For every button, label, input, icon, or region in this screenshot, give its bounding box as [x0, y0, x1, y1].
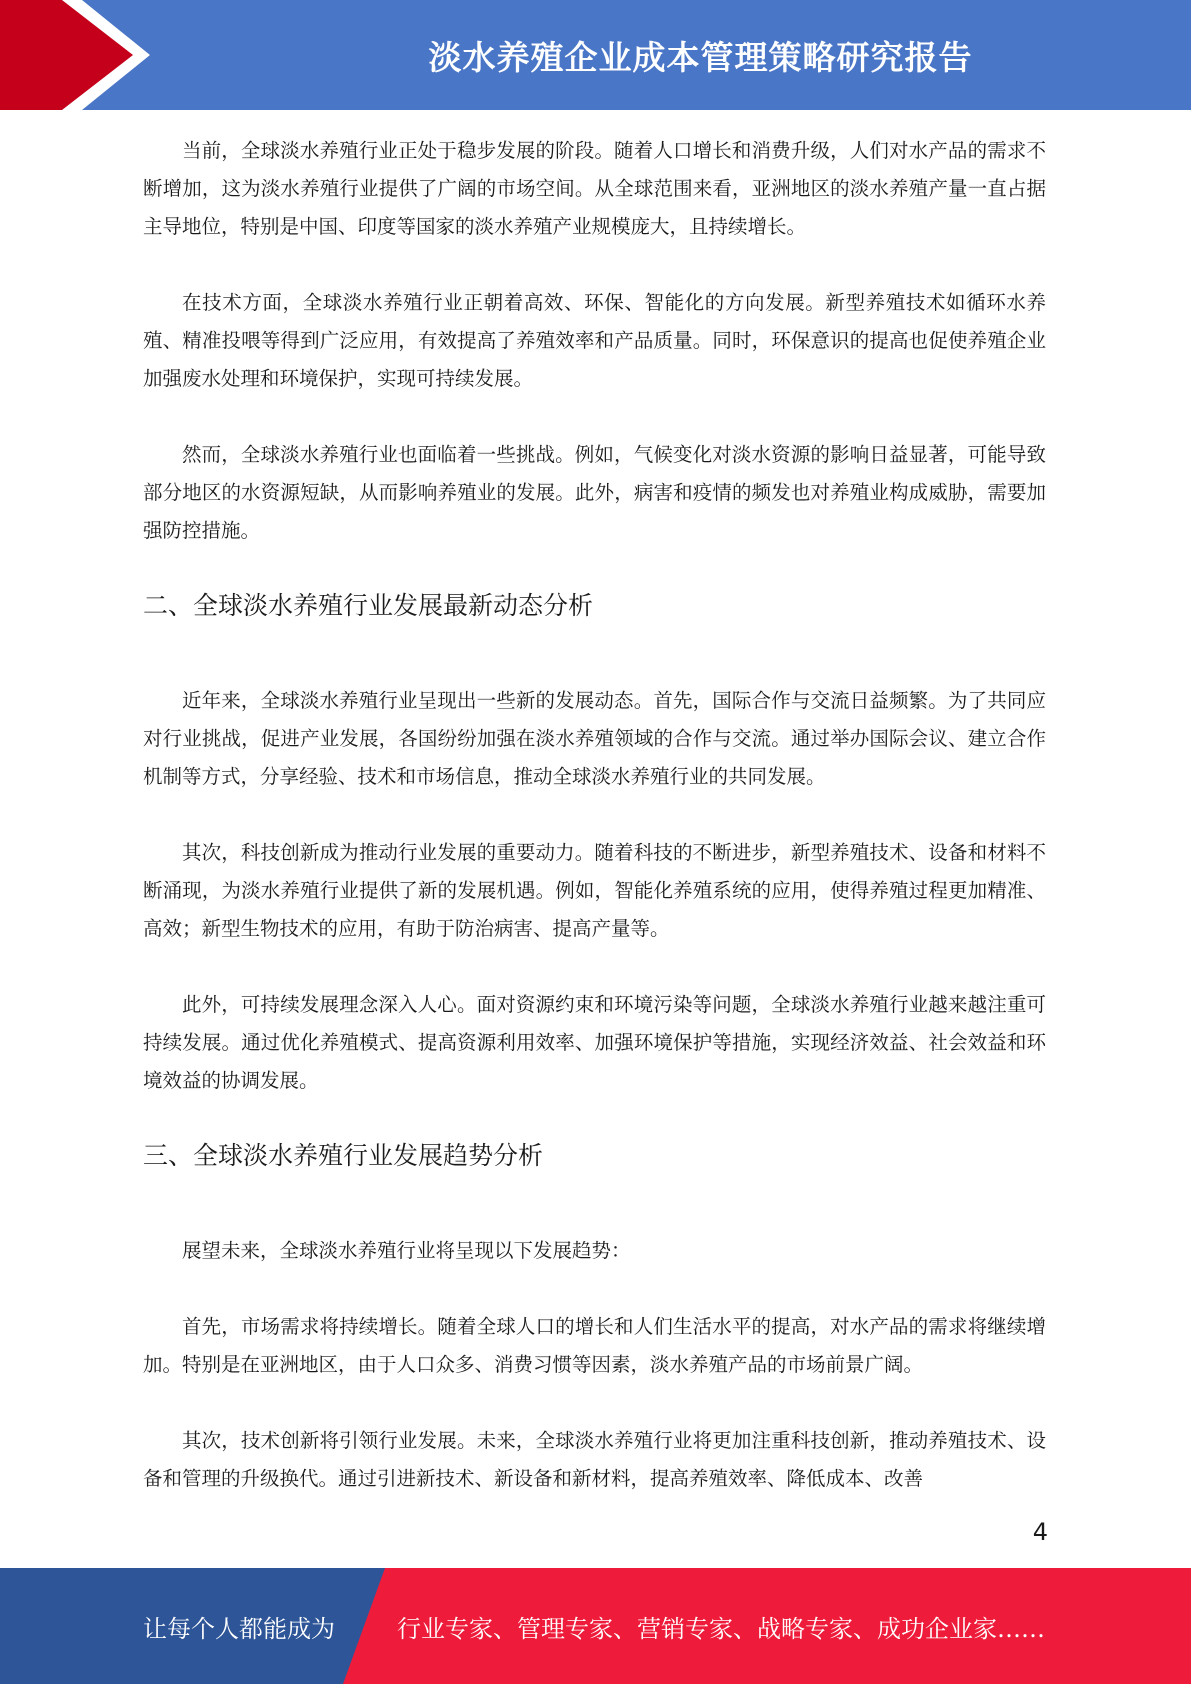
- body-paragraph: 其次，技术创新将引领行业发展。未来，全球淡水养殖行业将更加注重科技创新，推动养殖技术、设备和管理的升级换代。通过引进新技术、新设备和新材料，提高养殖效率、降低成本、改善: [143, 1429, 1046, 1490]
- body-paragraph: 然而，全球淡水养殖行业也面临着一些挑战。例如，气候变化对淡水资源的影响日益显著，可能导致部分地区的水资源短缺，从而影响养殖业的发展。此外，病害和疫情的频发也对养殖业构成威胁，需要加强防控措施。: [143, 443, 1046, 542]
- body-paragraph: 展望未来，全球淡水养殖行业将呈现以下发展趋势：: [182, 1239, 631, 1262]
- footer-slogan-right: 行业专家、管理专家、营销专家、战略专家、成功企业家……: [397, 1614, 1045, 1643]
- page-footer: [0, 1568, 1191, 1684]
- footer-slogan-left: 让每个人都能成为: [143, 1614, 335, 1643]
- page-header: [0, 0, 1191, 110]
- body-paragraph: 首先，市场需求将持续增长。随着全球人口的增长和人们生活水平的提高，对水产品的需求将继续增加。特别是在亚洲地区，由于人口众多、消费习惯等因素，淡水养殖产品的市场前景广阔。: [143, 1315, 1046, 1376]
- body-paragraph: 在技术方面，全球淡水养殖行业正朝着高效、环保、智能化的方向发展。新型养殖技术如循环水养殖、精准投喂等得到广泛应用，有效提高了养殖效率和产品质量。同时，环保意识的提高也促使养殖企业加强废水处理和环境保护，实现可持续发展。: [143, 291, 1046, 390]
- page-number: 4: [1032, 1518, 1048, 1546]
- document-title: 淡水养殖企业成本管理策略研究报告: [428, 37, 973, 77]
- body-paragraph: 当前，全球淡水养殖行业正处于稳步发展的阶段。随着人口增长和消费升级，人们对水产品的需求不断增加，这为淡水养殖行业提供了广阔的市场空间。从全球范围来看，亚洲地区的淡水养殖产量一直占据主导地位，特别是中国、印度等国家的淡水养殖产业规模庞大，且持续增长。: [143, 139, 1046, 238]
- body-paragraph: 此外，可持续发展理念深入人心。面对资源约束和环境污染等问题，全球淡水养殖行业越来越注重可持续发展。通过优化养殖模式、提高资源利用效率、加强环境保护等措施，实现经济效益、社会效益和环境效益的协调发展。: [143, 993, 1046, 1092]
- body-paragraph: 其次，科技创新成为推动行业发展的重要动力。随着科技的不断进步，新型养殖技术、设备和材料不断涌现，为淡水养殖行业提供了新的发展机遇。例如，智能化养殖系统的应用，使得养殖过程更加精准、高效；新型生物技术的应用，有助于防治病害、提高产量等。: [143, 841, 1046, 940]
- header-chevron-decoration: [0, 0, 160, 110]
- section-heading: 二、全球淡水养殖行业发展最新动态分析: [143, 591, 594, 620]
- document-body: [143, 132, 1046, 1536]
- body-paragraph: 近年来，全球淡水养殖行业呈现出一些新的发展动态。首先，国际合作与交流日益频繁。为了共同应对行业挑战，促进产业发展，各国纷纷加强在淡水养殖领域的合作与交流。通过举办国际会议、建立合作机制等方式，分享经验、技术和市场信息，推动全球淡水养殖行业的共同发展。: [143, 689, 1046, 788]
- section-heading: 三、全球淡水养殖行业发展趋势分析: [143, 1141, 544, 1170]
